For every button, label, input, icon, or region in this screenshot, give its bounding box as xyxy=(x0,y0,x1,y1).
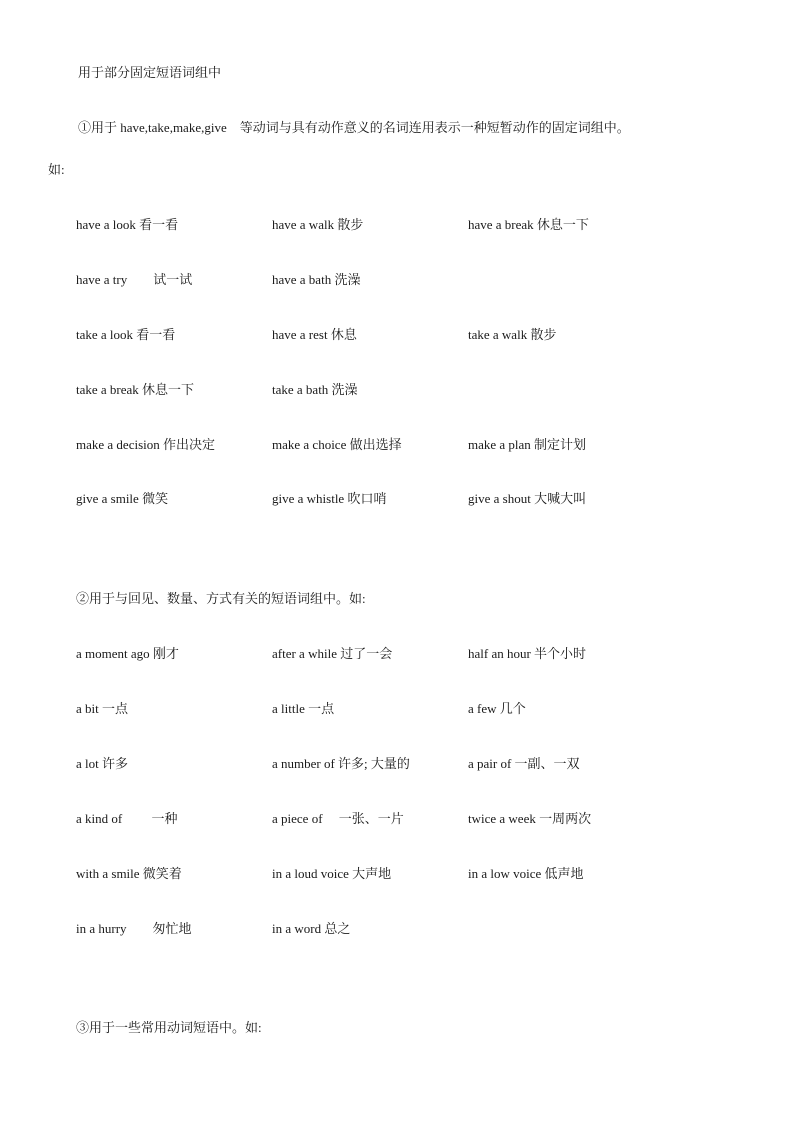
phrase-item: in a low voice 低声地 xyxy=(468,866,584,881)
phrase-item: a bit 一点 xyxy=(76,701,128,716)
phrase-item: give a shout 大喊大叫 xyxy=(468,491,587,506)
phrase-item: give a whistle 吹口哨 xyxy=(272,491,387,506)
phrase-item: take a break 休息一下 xyxy=(76,382,195,397)
section-2-intro: ②用于与回见、数量、方式有关的短语词组中。如: xyxy=(76,591,366,606)
phrase-item: have a bath 洗澡 xyxy=(272,272,361,287)
phrase-item: take a bath 洗澡 xyxy=(272,382,358,397)
phrase-item: have a try 试一试 xyxy=(76,272,193,287)
phrase-item: in a hurry 匆忙地 xyxy=(76,921,192,936)
phrase-item: give a smile 微笑 xyxy=(76,491,169,506)
phrase-item: in a loud voice 大声地 xyxy=(272,866,392,881)
phrase-item: take a look 看一看 xyxy=(76,327,176,342)
phrase-item: have a look 看一看 xyxy=(76,217,179,232)
phrase-item: a moment ago 刚才 xyxy=(76,646,179,661)
section-1-intro-continued: 如: xyxy=(48,162,65,177)
phrase-item: make a plan 制定计划 xyxy=(468,437,587,452)
section-3-intro: ③用于一些常用动词短语中。如: xyxy=(76,1020,262,1035)
phrase-item: a piece of 一张、一片 xyxy=(272,811,404,826)
phrase-item: have a rest 休息 xyxy=(272,327,357,342)
phrase-item: take a walk 散步 xyxy=(468,327,557,342)
phrase-item: a lot 许多 xyxy=(76,756,128,771)
phrase-item: twice a week 一周两次 xyxy=(468,811,592,826)
document-title: 用于部分固定短语词组中 xyxy=(78,65,222,80)
phrase-item: half an hour 半个小时 xyxy=(468,646,587,661)
phrase-item: after a while 过了一会 xyxy=(272,646,393,661)
phrase-item: a pair of 一副、一双 xyxy=(468,756,580,771)
phrase-item: a number of 许多; 大量的 xyxy=(272,756,410,771)
phrase-item: in a word 总之 xyxy=(272,921,351,936)
phrase-item: make a decision 作出决定 xyxy=(76,437,215,452)
phrase-item: a little 一点 xyxy=(272,701,335,716)
phrase-item: a few 几个 xyxy=(468,701,526,716)
phrase-item: have a break 休息一下 xyxy=(468,217,589,232)
phrase-item: with a smile 微笑着 xyxy=(76,866,182,881)
phrase-item: a kind of 一种 xyxy=(76,811,178,826)
phrase-item: have a walk 散步 xyxy=(272,217,364,232)
section-1-intro: ①用于 have,take,make,give 等动词与具有动作意义的名词连用表示一种短暂动作的固定词组中。 xyxy=(78,120,630,135)
phrase-item: make a choice 做出选择 xyxy=(272,437,402,452)
